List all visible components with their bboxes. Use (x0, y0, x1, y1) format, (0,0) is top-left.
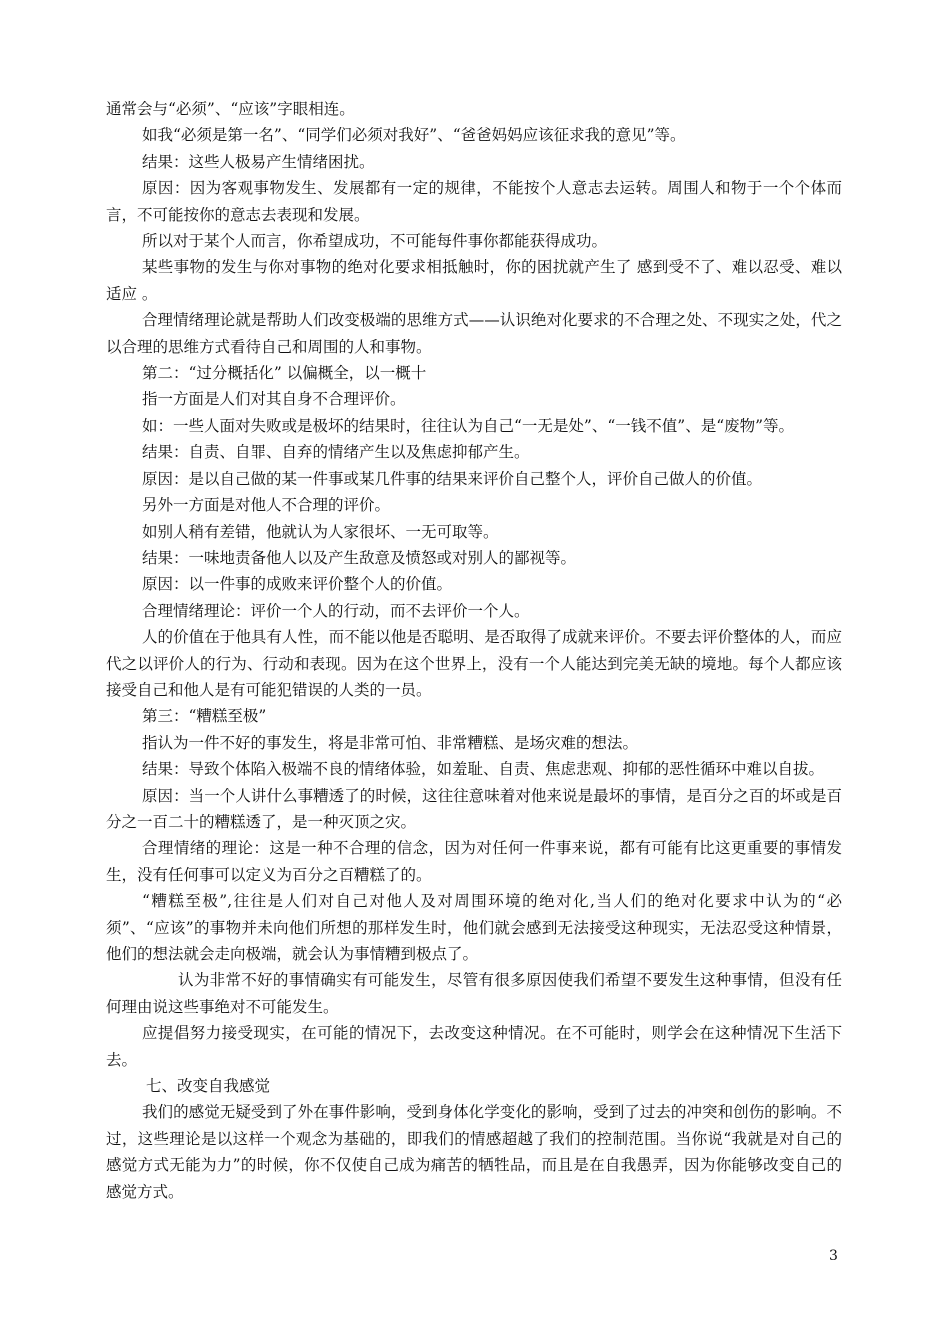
paragraph: 指一方面是人们对其自身不合理评价。 (142, 390, 406, 409)
page-number: 3 (829, 1248, 838, 1264)
section-heading: 七、改变自我感觉 (146, 1077, 271, 1096)
paragraph: 所以对于某个人而言，你希望成功，不可能每件事你都能获得成功。 (142, 232, 608, 251)
paragraph: 合理情绪理论：评价一个人的行动，而不去评价一个人。 (142, 601, 530, 620)
paragraph: 如我“必须是第一名”、“同学们必须对我好”、“爸爸妈妈应该征求我的意见”等。 (142, 126, 686, 145)
paragraph: 结果：导致个体陷入极端不良的情绪体验，如羞耻、自责、焦虑悲观、抑郁的恶性循环中难以自拔。 (142, 760, 825, 779)
paragraph: 指认为一件不好的事发生，将是非常可怕、非常糟糕、是场灾难的想法。 (142, 733, 639, 752)
section-heading: 第三：“糟糕至极” (142, 707, 267, 726)
paragraph: 合理情绪的理论：这是一种不合理的信念，因为对任何一件事来说，都有可能有比这更重要的事情发生，没有任何事可以定义为百分之百糟糕了的。 (106, 839, 842, 884)
paragraph: “糟糕至极”,往往是人们对自己对他人及对周围环境的绝对化,当人们的绝对化要求中认为的“必须”、“应该”的事物并未向他们所想的那样发生时，他们就会感到无法接受这种现实，无法忍受这种情景，他们的想法就会走向极端，就会认为事情糟到极点了。 (106, 892, 842, 963)
paragraph: 通常会与“必须”、“应该”字眼相连。 (106, 100, 355, 118)
paragraph: 原因：是以自己做的某一件事或某几件事的结果来评价自己整个人，评价自己做人的价值。 (142, 469, 763, 488)
paragraph: 结果：这些人极易产生情绪困扰。 (142, 152, 375, 171)
paragraph: 人的价值在于他具有人性，而不能以他是否聪明、是否取得了成就来评价。不要去评价整体的人，而应代之以评价人的行为、行动和表现。因为在这个世界上，没有一个人能达到完美无缺的境地。每个人都应该接受自己和他人是有可能犯错误的人类的一员。 (106, 628, 842, 699)
document-body (106, 96, 842, 1205)
paragraph: 结果：自责、自罪、自弃的情绪产生以及焦虑抑郁产生。 (142, 443, 530, 462)
section-heading: 第二：“过分概括化” 以偏概全，以一概十 (142, 364, 427, 383)
paragraph: 原因：以一件事的成败来评价整个人的价值。 (142, 575, 453, 594)
paragraph: 认为非常不好的事情确实有可能发生，尽管有很多原因使我们希望不要发生这种事情，但没有任何理由说这些事绝对不可能发生。 (106, 971, 842, 1016)
paragraph: 另外一方面是对他人不合理的评价。 (142, 496, 391, 515)
paragraph: 如别人稍有差错，他就认为人家很坏、一无可取等。 (142, 522, 499, 541)
paragraph: 应提倡努力接受现实，在可能的情况下，去改变这种情况。在不可能时，则学会在这种情况下生活下去。 (106, 1024, 842, 1069)
paragraph: 如：一些人面对失败或是极坏的结果时，往往认为自己“一无是处”、“一钱不值”、是“废物”等。 (142, 416, 795, 435)
paragraph: 合理情绪理论就是帮助人们改变极端的思维方式——认识绝对化要求的不合理之处、不现实之处，代之以合理的思维方式看待自己和周围的人和事物。 (106, 311, 842, 356)
paragraph: 某些事物的发生与你对事物的绝对化要求相抵触时，你的困扰就产生了 感到受不了、难以忍受、难以适应 。 (106, 258, 842, 303)
paragraph: 我们的感觉无疑受到了外在事件影响，受到身体化学变化的影响，受到了过去的冲突和创伤的影响。不过，这些理论是以这样一个观念为基础的，即我们的情感超越了我们的控制范围。当你说“我就是对自己的感觉方式无能为力”的时候，你不仅使自己成为痛苦的牺牲品，而且是在自我愚弄，因为你能够改变自己的感觉方式。 (106, 1103, 842, 1201)
paragraph: 原因：因为客观事物发生、发展都有一定的规律，不能按个人意志去运转。周围人和物于一个个体而言，不可能按你的意志去表现和发展。 (106, 179, 842, 224)
paragraph: 原因：当一个人讲什么事糟透了的时候，这往往意味着对他来说是最坏的事情，是百分之百的坏或是百分之一百二十的糟糕透了，是一种灭顶之灾。 (106, 786, 842, 831)
paragraph: 结果：一味地责备他人以及产生敌意及愤怒或对别人的鄙视等。 (142, 548, 577, 567)
